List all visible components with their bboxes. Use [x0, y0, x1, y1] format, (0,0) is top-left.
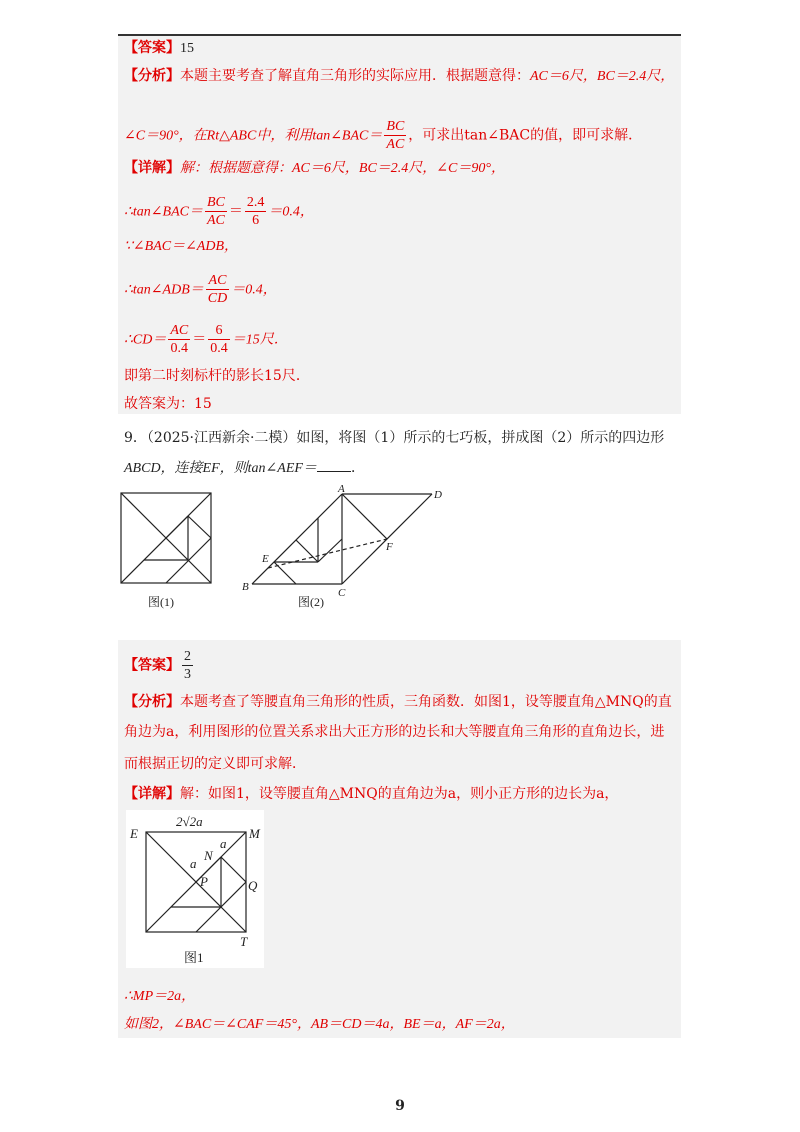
answer-line-8: 【答案】15	[124, 40, 194, 56]
analysis-line-1: 【分析】本题主要考查了解直角三角形的实际应用．根据题意得：AC＝6尺，BC＝2.4尺，	[124, 68, 675, 84]
detail-line-7: 故答案为：15	[124, 396, 212, 412]
detail2-line-3: 如图2，∠BAC＝∠CAF＝45°，AB＝CD＝4a，BE＝a，AF＝2a，	[124, 1017, 515, 1032]
detail-line-2: ∴tan∠BAC＝ $\frac{BC}{AC}$ ＝ $\frac{2.4}{6}$ ＝0.4，	[124, 195, 314, 228]
analysis-line-2: ∠C＝90°，在Rt△ABC中，利用tan∠BAC＝ $\frac{BC}{AC}$ ，可求出tan∠BAC的值，即可求解．	[124, 119, 643, 152]
page-number: 9	[395, 1098, 405, 1114]
fig-label-m: M	[249, 826, 260, 841]
fig-label-a-1: a	[220, 836, 227, 851]
fig2-caption: 图(2)	[298, 595, 324, 609]
fig2-label-f: F	[386, 541, 393, 553]
tangram-figure-2	[232, 480, 462, 620]
fig2-label-d: D	[434, 489, 442, 501]
fig-top-label: 2√2a	[176, 814, 203, 829]
question-9-line-1: 9．（2025·江西新余·二模）如图，将图（1）所示的七巧板，拼成图（2）所示的四边形	[124, 430, 665, 446]
answer-blank	[317, 459, 351, 472]
detail-line-5: ∴CD＝ $\frac{AC}{0.4}$ ＝ $\frac{6}{0.4}$ ＝15尺．	[124, 323, 288, 356]
detail-line-4: ∴tan∠ADB＝ $\frac{AC}{CD}$ ＝0.4，	[124, 273, 277, 306]
detail-line-6: 即第二时刻标杆的影长15尺．	[124, 368, 310, 384]
tangram-figure-1	[118, 490, 218, 620]
fig-label-t: T	[240, 934, 248, 949]
fig-label-a-2: a	[190, 856, 197, 871]
detail-line-3: ∵∠BAC＝∠ADB，	[124, 239, 239, 254]
fig2-label-e: E	[262, 553, 269, 565]
analysis2-line-1: 【分析】本题考查了等腰直角三角形的性质，三角函数．如图1，设等腰直角△MNQ的直	[124, 694, 672, 710]
fig1-caption: 图(1)	[148, 595, 174, 609]
fig-label-e: E	[130, 826, 138, 841]
fig-label-q: Q	[248, 878, 258, 893]
fig-label-p: P	[200, 874, 208, 889]
answer-line-9: 【答案】 $\frac{2}{3}$	[124, 649, 191, 682]
detail-figure-1	[126, 810, 264, 968]
analysis2-line-2: 角边为a，利用图形的位置关系求出大正方形的边长和大等腰直角三角形的直角边长，进	[124, 724, 665, 740]
analysis2-line-3: 而根据正切的定义即可求解．	[124, 756, 306, 772]
detail2-line-1: 【详解】解：如图1，设等腰直角△MNQ的直角边为a，则小正方形的边长为a，	[124, 786, 619, 802]
detail2-line-2: ∴MP＝2a，	[124, 989, 196, 1004]
fig2-label-a: A	[338, 483, 345, 495]
detail-line-1: 【详解】解：根据题意得：AC＝6尺，BC＝2.4尺，∠C＝90°，	[124, 160, 505, 176]
fig-label-n: N	[204, 848, 213, 863]
question-9-line-2: ABCD，连接EF，则tan∠AEF＝ ．	[124, 460, 365, 476]
fig-caption: 图1	[184, 950, 204, 965]
fig2-label-c: C	[338, 587, 346, 599]
fig2-label-b: B	[242, 581, 249, 593]
